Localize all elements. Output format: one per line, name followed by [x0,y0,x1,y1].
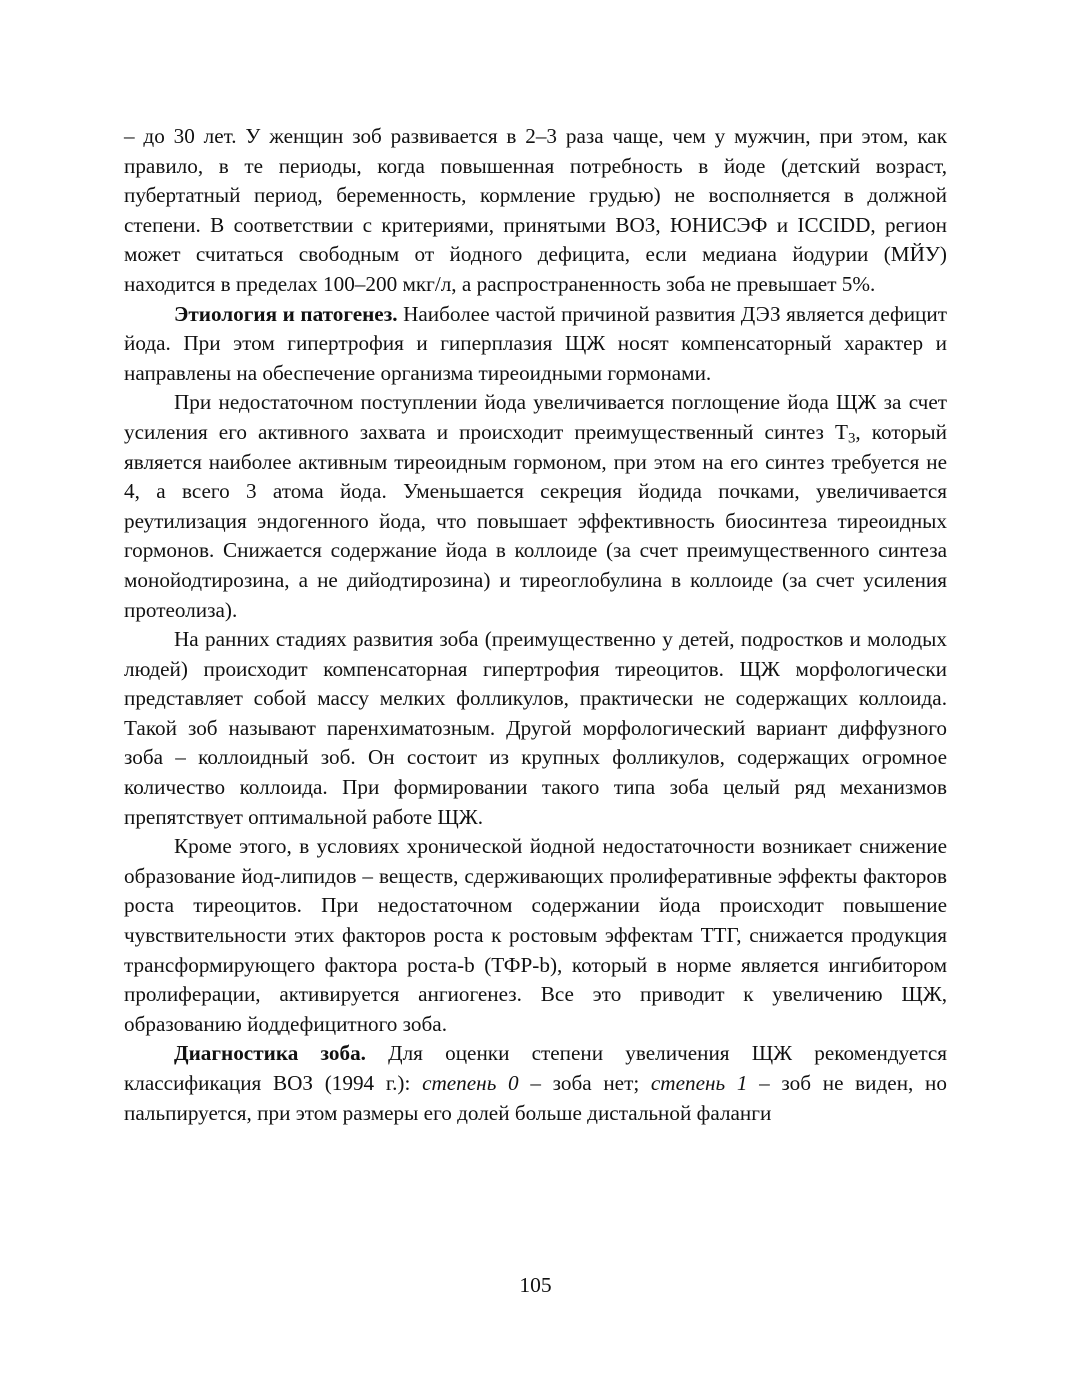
page-number: 105 [519,1273,552,1297]
grade-1-term: степень 1 [650,1071,748,1095]
subscript-3: 3 [847,430,856,447]
paragraph-etiology [124,300,947,389]
paragraph-continuation [124,122,947,300]
section-heading-etiology: Этиология и патогенез. [174,301,398,326]
paragraph-diagnostics [124,1039,947,1128]
paragraph-text: , который является наиболее активным тиреоидным гормоном, при этом на его синтез требуется не 4, а всего 3 атома йода. Уменьшается секреция йодида почками, увеличивается реутилизация эндогенного йода, что повышает эффективность биосинтеза тиреоидных гормонов. Снижается содержание йода в коллоиде (за счет преимущественного синтеза монойодтирозина, а не дийодтирозина) и тиреоглобулина в коллоиде (за счет усиления протеолиза). [124,419,947,622]
paragraph-text: Кроме этого, в условиях хронической йодной недостаточности возникает снижение образование йод-липидов – веществ, сдерживающих пролиферативные эффекты факторов роста тиреоцитов. При недостаточном содержании йода происходит повышение чувствительности этих факторов роста к ростовым эффектам ТТГ, снижается продукция трансформирующего фактора роста-b (ТФР-b), который в норме является ингибитором пролиферации, активируется ангиогенез. Все это приводит к увеличению ЩЖ, образованию йоддефицитного зоба. [124,834,947,1036]
paragraph-text: – зоб не виден, но пальпируется, при этом размеры его долей больше дистальной фаланги [124,1071,947,1125]
paragraph-text: – зоба нет; [518,1071,651,1095]
paragraph-early-stages [124,625,947,832]
paragraph-iodine-deficiency [124,388,947,625]
paragraph-text: Для оценки степени увеличения ЩЖ рекомендуется классификация ВОЗ (1994 г.): [124,1041,947,1095]
section-heading-diagnostics: Диагностика зоба. [174,1041,366,1066]
paragraph-text: При недостаточном поступлении йода увеличивается поглощение йода ЩЖ за счет усиления его активного захвата и происходит преимущественный синтез T [124,390,947,444]
page-body [124,122,947,1128]
paragraph-text: – до 30 лет. У женщин зоб развивается в 2–3 раза чаще, чем у мужчин, при этом, как правило, в те периоды, когда повышенная потребность в йоде (детский возраст, пубертатный период, беременность, кормление грудью) не восполняется в должной степени. В соответствии с критериями, принятыми ВОЗ, ЮНИСЭФ и ICCIDD, регион может считаться свободным от йодного дефицита, если медиана йодурии (МЙУ) находится в пределах 100–200 мкг/л, а распространенность зоба не превышает 5%. [124,124,947,296]
paragraph-chronic-deficiency [124,832,947,1039]
grade-0-term: степень 0 [422,1071,519,1095]
paragraph-text: Наиболее частой причиной развития ДЭЗ является дефицит йода. При этом гипертрофия и гиперплазия ЩЖ носят компенсаторный характер и направлены на обеспечение организма тиреоидными гормонами. [124,301,947,385]
paragraph-text: На ранних стадиях развития зоба (преимущественно у детей, подростков и молодых людей) происходит компенсаторная гипертрофия тиреоцитов. ЩЖ морфологически представляет собой массу мелких фолликулов, практически не содержащих коллоида. Такой зоб называют паренхиматозным. Другой морфологический вариант диффузного зоба – коллоидный зоб. Он состоит из крупных фолликулов, содержащих огромное количество коллоида. При формировании такого типа зоба целый ряд механизмов препятствует оптимальной работе ЩЖ. [124,627,947,829]
